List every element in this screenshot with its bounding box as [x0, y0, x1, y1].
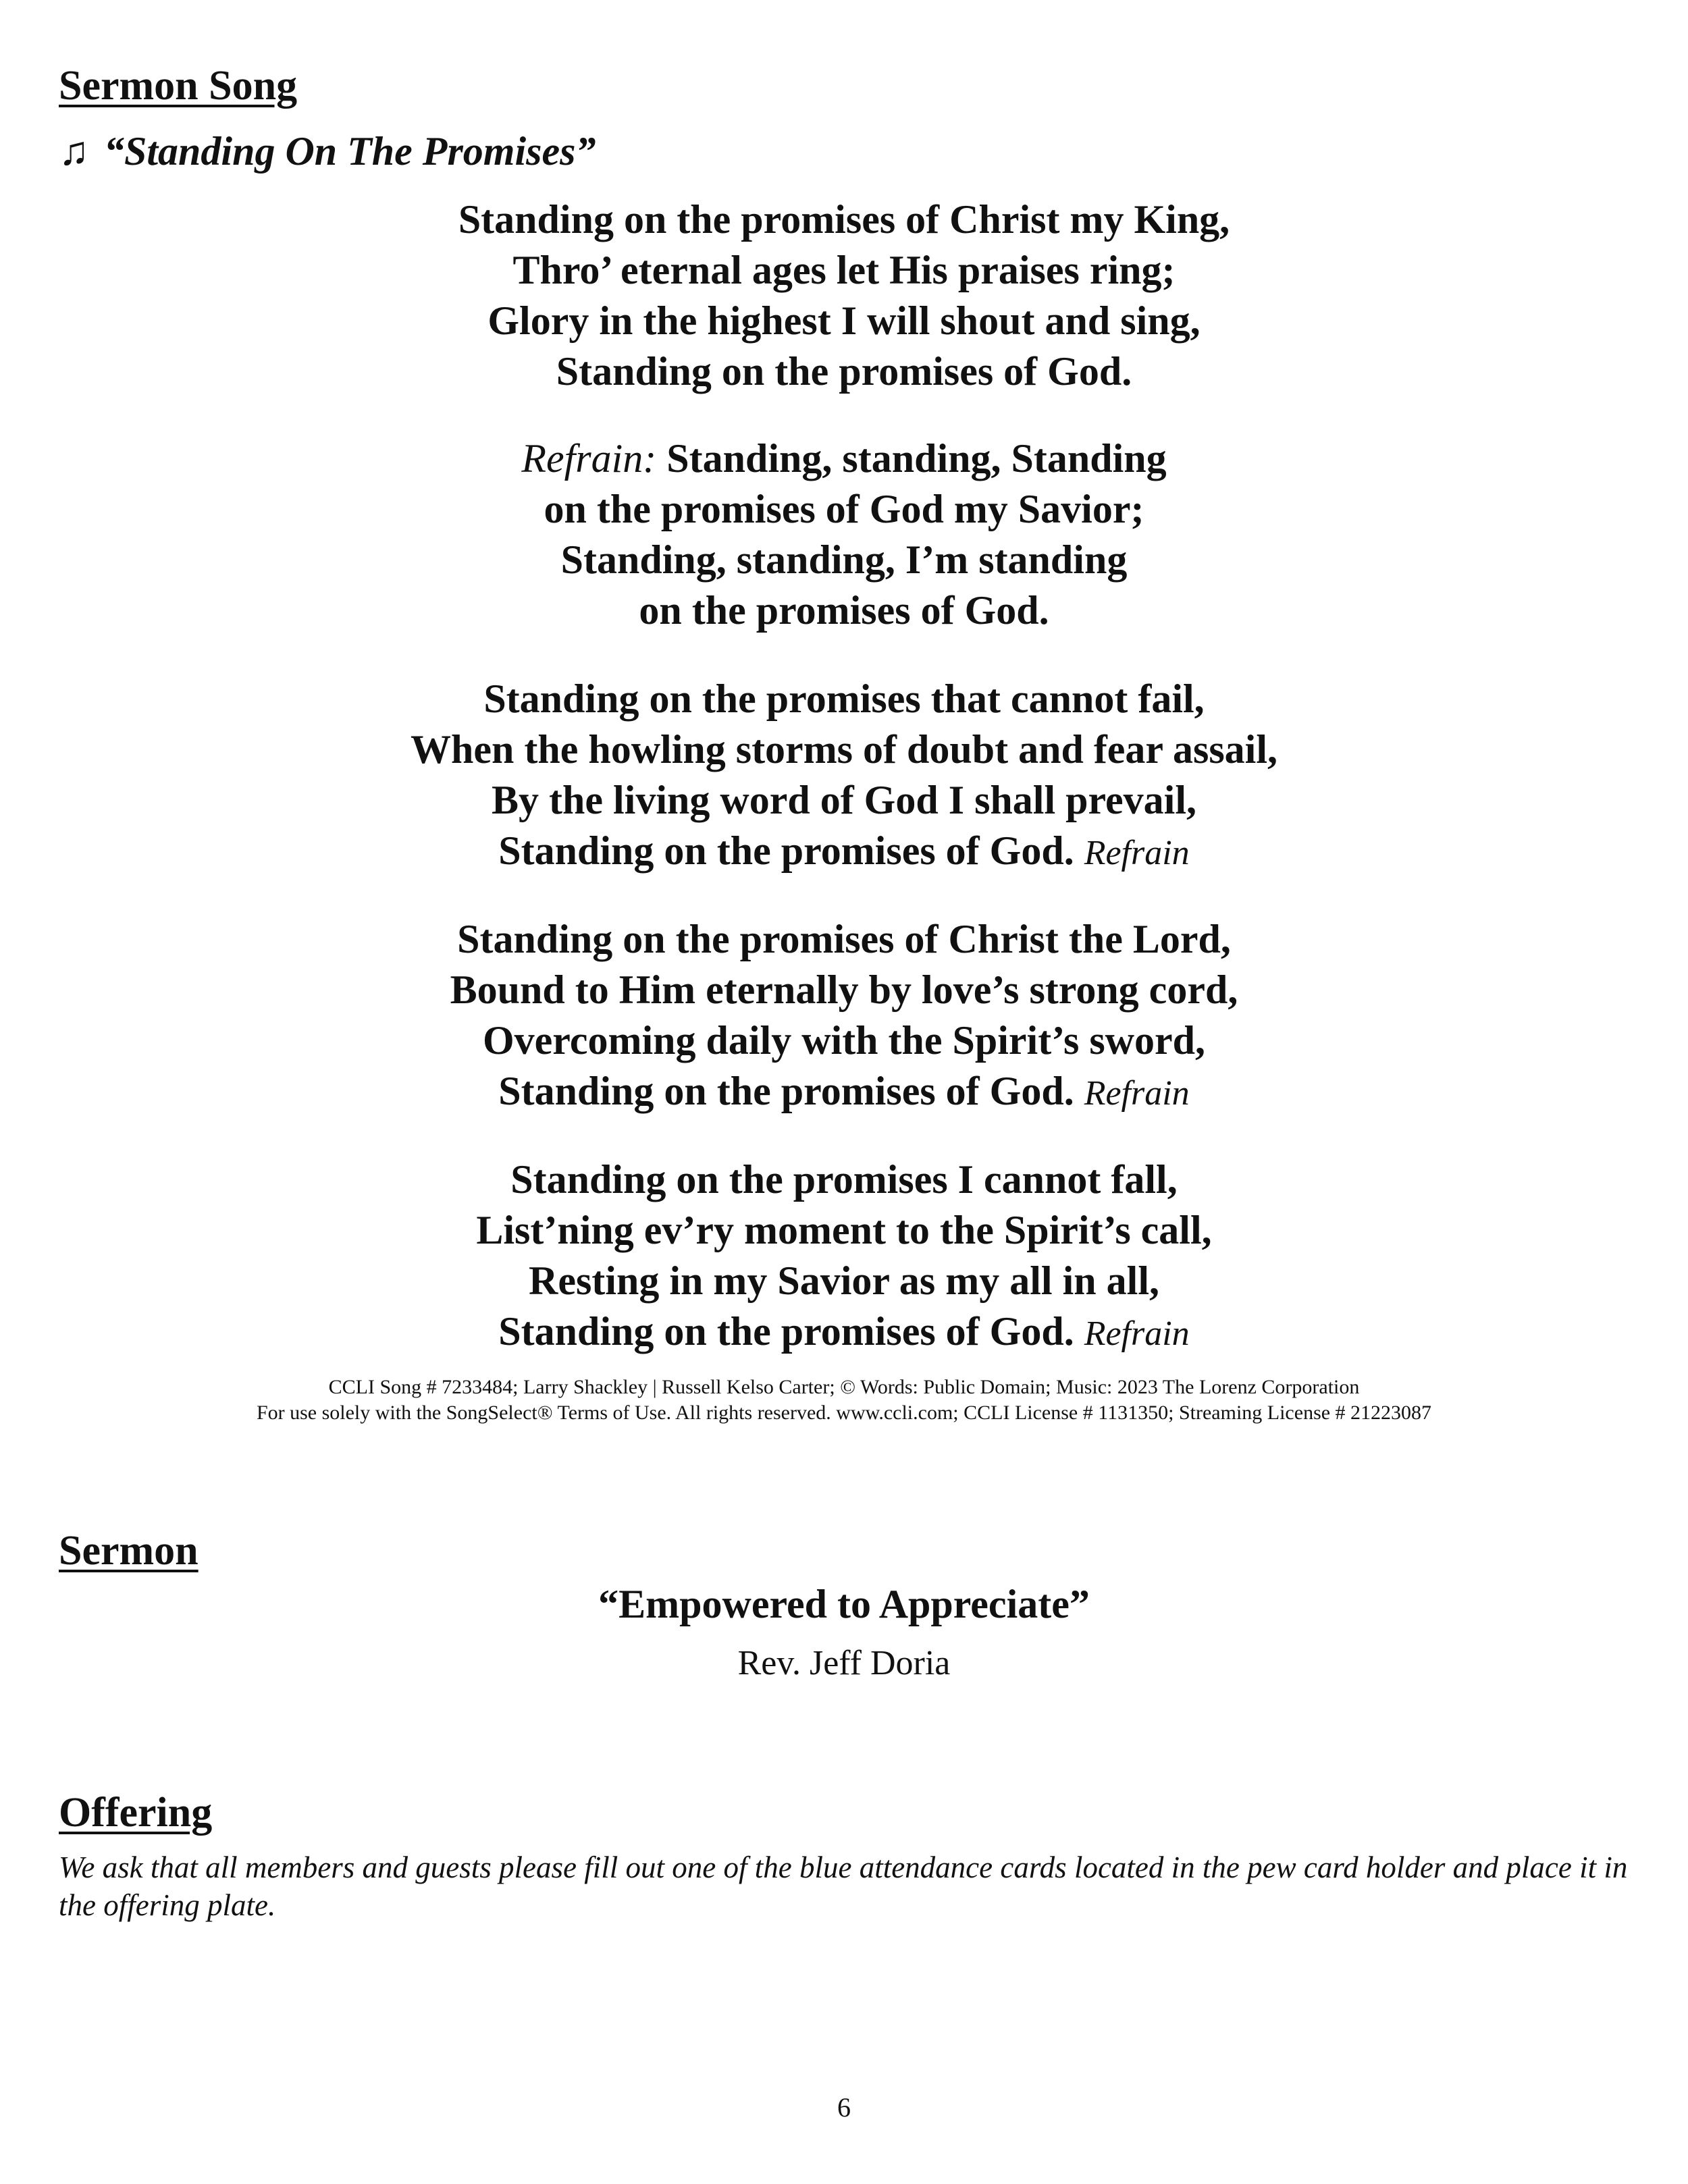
song-title-text: “Standing On The Promises” [104, 129, 596, 174]
sermon-heading: Sermon [59, 1528, 199, 1574]
verse-2-line-1: Standing on the promises that cannot fail, [483, 676, 1205, 721]
verse-2-refrain-tag: Refrain [1084, 834, 1190, 872]
sermon-song-heading: Sermon Song [59, 63, 298, 109]
verse-3-line-3: Overcoming daily with the Spirit’s sword, [482, 1018, 1205, 1063]
verse-4-line-4 [0, 1306, 1688, 1359]
verse-1-line-4: Standing on the promises of God. [556, 349, 1132, 394]
offering-heading: Offering [59, 1790, 213, 1836]
ccli-line-2: For use solely with the SongSelect® Terms of Use. All rights reserved. www.ccli.com; CCLI License # 1131350; Streaming License # 21223087 [256, 1402, 1432, 1424]
verse-3-line-4 [0, 1066, 1688, 1119]
page-number: 6 [837, 2092, 851, 2123]
ccli-line-1: CCLI Song # 7233484; Larry Shackley | Russell Kelso Carter; © Words: Public Domain; Music: 2023 The Lorenz Corporation [328, 1376, 1360, 1398]
verse-2-line-4 [0, 826, 1688, 878]
verse-3-line-4-text: Standing on the promises of God. [498, 1069, 1074, 1113]
song-title [59, 128, 596, 175]
verse-3 [0, 914, 1688, 1119]
verse-2 [0, 674, 1688, 878]
verse-1-line-2: Thro’ eternal ages let His praises ring; [512, 248, 1176, 292]
verse-2-line-3: By the living word of God I shall prevail, [491, 778, 1197, 822]
refrain-line-4: on the promises of God. [639, 588, 1049, 633]
ccli-notice [0, 1375, 1688, 1426]
verse-3-line-1: Standing on the promises of Christ the Lord, [457, 917, 1231, 961]
verse-4-line-2: List’ning ev’ry moment to the Spirit’s call, [476, 1208, 1212, 1252]
verse-4-line-4-text: Standing on the promises of God. [498, 1309, 1074, 1354]
refrain [0, 433, 1688, 636]
verse-4 [0, 1154, 1688, 1359]
verse-1-line-3: Glory in the highest I will shout and sing, [487, 298, 1201, 343]
verse-1-line-1: Standing on the promises of Christ my King, [458, 197, 1230, 242]
refrain-line-1-text: Standing, standing, Standing [666, 436, 1167, 481]
verse-3-refrain-tag: Refrain [1084, 1074, 1190, 1113]
verse-4-line-3: Resting in my Savior as my all in all, [529, 1258, 1159, 1303]
sermon-title: “Empowered to Appreciate” [598, 1582, 1090, 1626]
offering-note: We ask that all members and guests please fill out one of the blue attendance cards located in the pew card holder and place it in the offering plate. [59, 1850, 1628, 1922]
verse-3-line-2: Bound to Him eternally by love’s strong cord, [450, 967, 1238, 1012]
verse-4-refrain-tag: Refrain [1084, 1314, 1190, 1353]
verse-2-line-4-text: Standing on the promises of God. [498, 828, 1074, 873]
refrain-line-3: Standing, standing, I’m standing [560, 537, 1128, 582]
music-note-icon: ♫ [59, 129, 89, 174]
refrain-line-1 [0, 433, 1688, 484]
verse-1 [0, 194, 1688, 397]
verse-2-line-2: When the howling storms of doubt and fear assail, [410, 727, 1278, 772]
verse-4-line-1: Standing on the promises I cannot fall, [510, 1157, 1178, 1202]
refrain-line-2: on the promises of God my Savior; [544, 487, 1144, 531]
refrain-label: Refrain: [521, 436, 657, 481]
sermon-speaker: Rev. Jeff Doria [737, 1644, 951, 1682]
